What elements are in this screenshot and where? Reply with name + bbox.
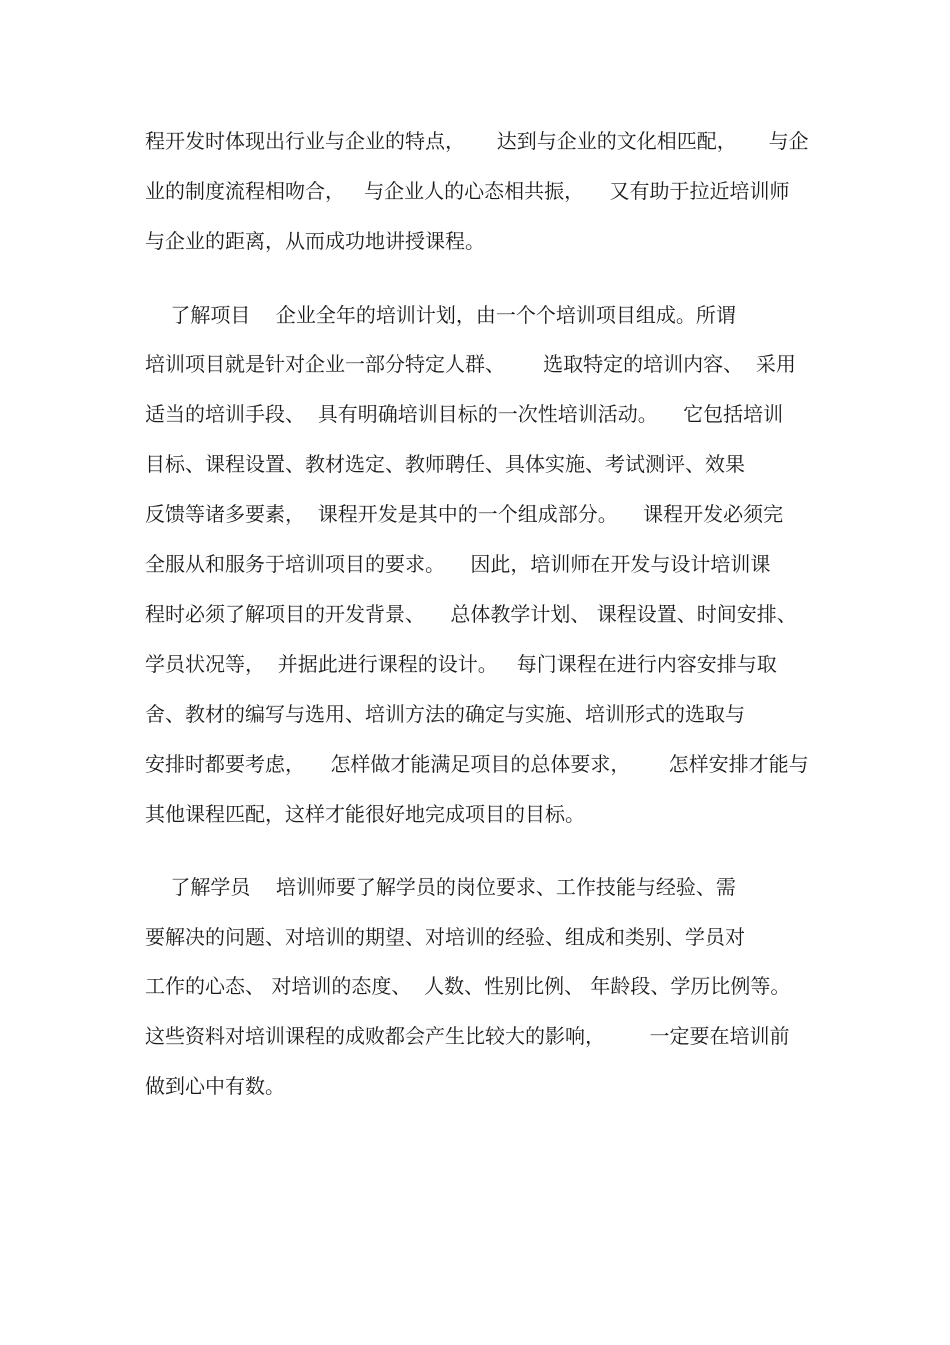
paragraph-2-line-9: 舍、教材的编写与选用、培训方法的确定与实施、培训形式的选取与	[145, 702, 745, 726]
paragraph-2-line-11: 其他课程匹配，这样才能很好地完成项目的目标。	[145, 802, 585, 826]
paragraph-2-line-1: 了解项目 企业全年的培训计划，由一个个培训项目组成。所谓	[145, 303, 736, 327]
paragraph-2-line-3: 适当的培训手段、 具有明确培训目标的一次性培训活动。 它包括培训	[145, 402, 784, 426]
paragraph-2-line-6: 全服从和服务于培训项目的要求。 因此，培训师在开发与设计培训课	[145, 552, 771, 576]
paragraph-1-line-3: 与企业的距离，从而成功地讲授课程。	[145, 229, 485, 253]
paragraph-2-line-5: 反馈等诸多要素， 课程开发是其中的一个组成部分。 课程开发必须完	[145, 502, 784, 526]
paragraph-3-line-4: 这些资料对培训课程的成败都会产生比较大的影响， 一定要在培训前	[145, 1024, 790, 1048]
paragraph-2-line-8: 学员状况等， 并据此进行课程的设计。 每门课程在进行内容安排与取	[145, 652, 777, 676]
paragraph-2-line-2: 培训项目就是针对企业一部分特定人群、 选取特定的培训内容、 采用	[145, 352, 796, 376]
paragraph-2-line-7: 程时必须了解项目的开发背景、 总体教学计划、 课程设置、时间安排、	[145, 602, 797, 626]
paragraph-2-line-4: 目标、课程设置、教材选定、教师聘任、具体实施、考试测评、效果	[145, 452, 745, 476]
paragraph-1-line-2: 业的制度流程相吻合， 与企业人的心态相共振， 又有助于拉近培训师	[145, 179, 790, 203]
paragraph-3-line-2: 要解决的问题、对培训的期望、对培训的经验、组成和类别、学员对	[145, 925, 745, 949]
paragraph-3-line-3: 工作的心态、 对培训的态度、 人数、性别比例、 年龄段、学历比例等。	[145, 974, 791, 998]
paragraph-3-line-5: 做到心中有数。	[145, 1074, 285, 1098]
paragraph-3-line-1: 了解学员 培训师要了解学员的岗位要求、工作技能与经验、需	[145, 875, 736, 899]
paragraph-1-line-1: 程开发时体现出行业与企业的特点， 达到与企业的文化相匹配， 与企	[145, 129, 809, 153]
paragraph-2-line-10: 安排时都要考虑， 怎样做才能满足项目的总体要求， 怎样安排才能与	[145, 752, 809, 776]
